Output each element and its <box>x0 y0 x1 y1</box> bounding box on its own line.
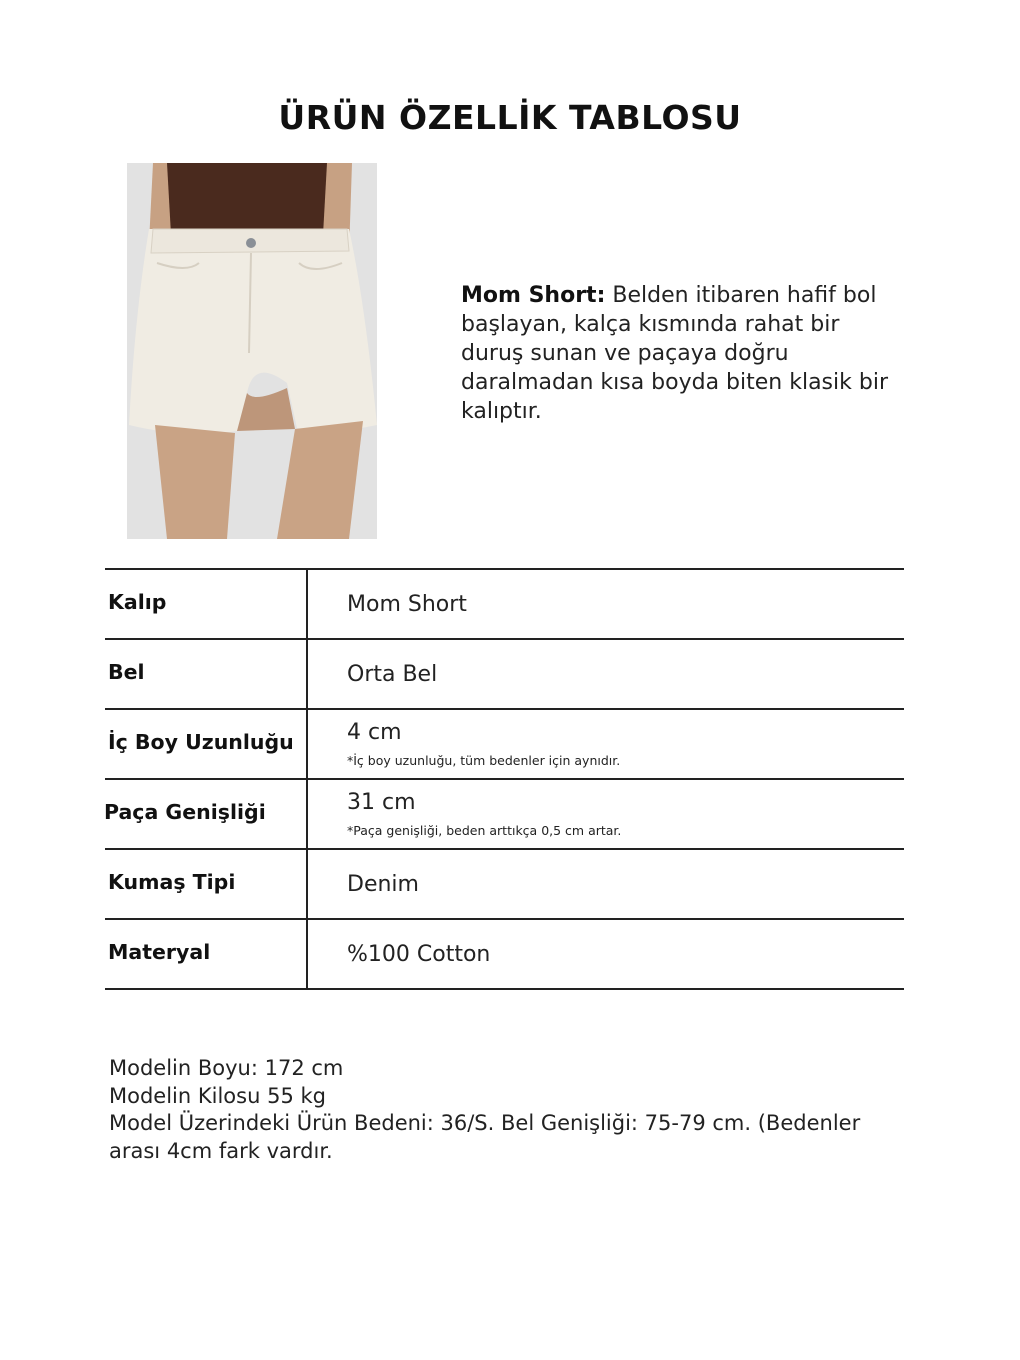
spec-label: Kalıp <box>108 590 167 614</box>
spec-value: Orta Bel <box>347 662 438 687</box>
spec-row-ic-boy <box>105 710 904 780</box>
product-photo <box>127 163 377 539</box>
spec-label: İç Boy Uzunluğu <box>108 730 294 754</box>
spec-value: Denim <box>347 872 419 897</box>
spec-row-bel <box>105 640 904 710</box>
description-lead: Mom Short: <box>461 283 606 308</box>
column-divider <box>306 780 308 848</box>
spec-table <box>105 568 904 990</box>
description-text: Belden itibaren hafif bol başlayan, kalça kısmında rahat bir duruş sunan ve paçaya doğru daralmadan kısa boyda biten klasik bir kalıptır. <box>461 283 888 424</box>
spec-value: 31 cm <box>347 790 416 815</box>
column-divider <box>306 850 308 918</box>
spec-note: *İç boy uzunluğu, tüm bedenler için aynıdır. <box>347 753 621 768</box>
model-weight: Modelin Kilosu 55 kg <box>109 1083 326 1108</box>
spec-label: Materyal <box>108 940 211 964</box>
spec-row-materyal <box>105 920 904 990</box>
spec-note: *Paça genişliği, beden arttıkça 0,5 cm artar. <box>347 823 622 838</box>
page-title: ÜRÜN ÖZELLİK TABLOSU <box>278 98 742 137</box>
column-divider <box>306 710 308 778</box>
spec-label: Paça Genişliği <box>104 800 266 824</box>
spec-row-paca <box>105 780 904 850</box>
column-divider <box>306 640 308 708</box>
column-divider <box>306 920 308 988</box>
spec-row-kumas <box>105 850 904 920</box>
column-divider <box>306 570 308 638</box>
spec-value: 4 cm <box>347 720 402 745</box>
spec-row-kalip <box>105 570 904 640</box>
spec-label: Kumaş Tipi <box>108 870 236 894</box>
model-size: Model Üzerindeki Ürün Bedeni: 36/S. Bel Genişliği: 75-79 cm. (Bedenler arası 4cm fark vardır. <box>109 1111 867 1163</box>
spec-value: %100 Cotton <box>347 942 491 967</box>
product-description <box>461 281 901 426</box>
spec-value: Mom Short <box>347 592 467 617</box>
model-height: Modelin Boyu: 172 cm <box>109 1056 344 1080</box>
spec-label: Bel <box>108 660 145 684</box>
model-info <box>109 1055 909 1165</box>
